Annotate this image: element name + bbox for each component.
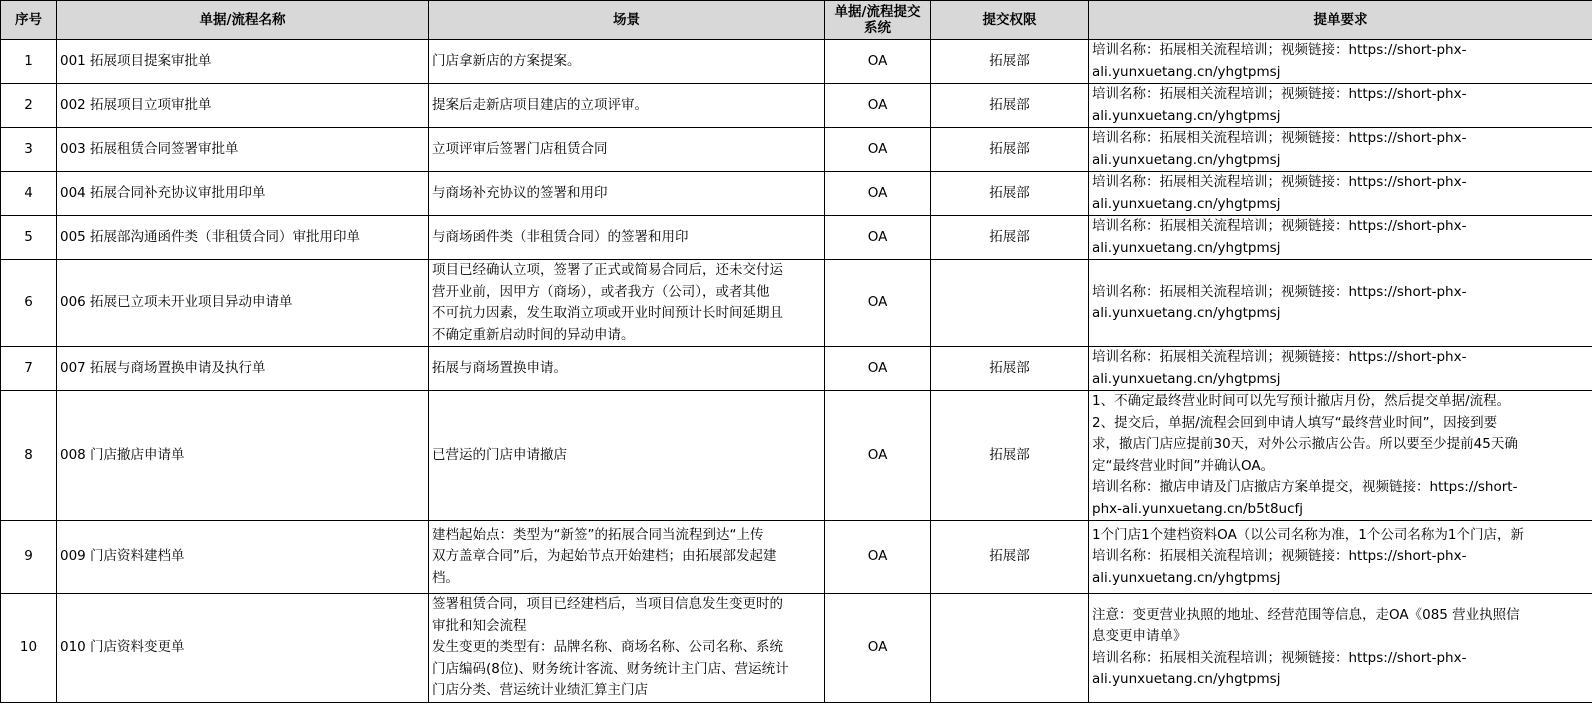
process-name: 009 门店资料建档单: [57, 521, 429, 594]
submit-permission: [931, 260, 1089, 347]
scene-cell-line: 营开业前，因甲方（商场），或者我方（公司），或者其他: [432, 283, 770, 300]
scene-cell-line: 已营运的门店申请撤店: [432, 446, 567, 463]
table-row: [1, 594, 1592, 703]
requirement-cell-line: 培训名称：拓展相关流程培训；视频链接：https://short-phx-: [1092, 349, 1467, 365]
requirement-cell-line: ali.yunxuetang.cn/yhgtpmsj: [1092, 107, 1281, 124]
requirement-cell-line: 注意：变更营业执照的地址、经营范围等信息，走OA《085 营业执照信: [1092, 606, 1520, 623]
requirement-cell-line: 求，撤店门店应提前30天，对外公示撤店公告。所以要至少提前45天确: [1092, 436, 1518, 452]
process-name: 010 门店资料变更单: [57, 594, 429, 703]
process-name: 008 门店撤店申请单: [57, 391, 429, 521]
header-system: 单据/流程提交系统: [825, 1, 931, 40]
requirement-cell: [1089, 594, 1592, 703]
submit-system: OA: [825, 521, 931, 594]
requirement-cell-line: ali.yunxuetang.cn/yhgtpmsj: [1092, 370, 1281, 387]
scene-cell-line: 立项评审后签署门店租赁合同: [432, 140, 608, 157]
table-row: [1, 347, 1592, 391]
scene-cell: [429, 260, 825, 347]
requirement-cell: [1089, 84, 1592, 128]
submit-system: OA: [825, 40, 931, 84]
table-row: [1, 216, 1592, 260]
process-name: 002 拓展项目立项审批单: [57, 84, 429, 128]
requirement-cell-line: ali.yunxuetang.cn/yhgtpmsj: [1092, 239, 1281, 256]
requirement-cell-line: 2、提交后，单据/流程会回到申请人填写“最终营业时间”，因接到要: [1092, 414, 1498, 431]
scene-cell-line: 审批和知会流程: [432, 617, 527, 634]
scene-cell: [429, 84, 825, 128]
requirement-cell-line: 培训名称：拓展相关流程培训；视频链接：https://short-phx-: [1092, 649, 1467, 666]
requirement-cell-line: ali.yunxuetang.cn/yhgtpmsj: [1092, 305, 1281, 321]
scene-cell-line: 提案后走新店项目建店的立项评审。: [432, 96, 648, 113]
requirement-cell-line: ali.yunxuetang.cn/yhgtpmsj: [1092, 151, 1281, 168]
header-scene: 场景: [429, 1, 825, 40]
submit-system: OA: [825, 260, 931, 347]
process-name: 005 拓展部沟通函件类（非租赁合同）审批用印单: [57, 216, 429, 260]
requirement-cell-line: 培训名称：拓展相关流程培训；视频链接：https://short-phx-: [1092, 174, 1467, 190]
scene-cell: [429, 40, 825, 84]
scene-cell-line: 门店拿新店的方案提案。: [432, 52, 581, 69]
submit-system: OA: [825, 172, 931, 216]
requirement-cell-line: 培训名称：拓展相关流程培训；视频链接：https://short-phx-: [1092, 548, 1467, 565]
process-name: 001 拓展项目提案审批单: [57, 40, 429, 84]
submit-system: OA: [825, 216, 931, 260]
header-name: 单据/流程名称: [57, 1, 429, 40]
table-body: [1, 40, 1592, 703]
scene-cell-line: 门店编码(8位)、财务统计客流、财务统计主门店、营运统计: [432, 660, 789, 677]
process-name: 004 拓展合同补充协议审批用印单: [57, 172, 429, 216]
scene-cell: [429, 216, 825, 260]
scene-cell-line: 签署租赁合同，项目已经建档后，当项目信息发生变更时的: [432, 596, 783, 612]
requirement-cell-line: ali.yunxuetang.cn/yhgtpmsj: [1092, 195, 1281, 212]
requirement-cell-line: ali.yunxuetang.cn/yhgtpmsj: [1092, 63, 1281, 80]
scene-cell-line: 与商场函件类（非租赁合同）的签署和用印: [432, 228, 689, 245]
requirement-cell-line: 1个门店1个建档资料OA（以公司名称为准，1个公司名称为1个门店，新: [1092, 526, 1524, 543]
requirement-cell-line: 培训名称：拓展相关流程培训；视频链接：https://short-phx-: [1092, 218, 1467, 234]
scene-cell: [429, 594, 825, 703]
submit-permission: 拓展部: [931, 128, 1089, 172]
requirement-cell-line: 培训名称：拓展相关流程培训；视频链接：https://short-phx-: [1092, 42, 1467, 58]
row-number: 9: [1, 521, 57, 594]
row-number: 3: [1, 128, 57, 172]
row-number: 1: [1, 40, 57, 84]
requirement-cell-line: 定“最终营业时间”并确认OA。: [1092, 457, 1275, 474]
row-number: 4: [1, 172, 57, 216]
submit-permission: 拓展部: [931, 172, 1089, 216]
table-row: [1, 172, 1592, 216]
row-number: 8: [1, 391, 57, 521]
scene-cell-line: 档。: [432, 569, 459, 586]
table-row: [1, 84, 1592, 128]
scene-cell: [429, 172, 825, 216]
scene-cell-line: 不确定重新启动时间的异动申请。: [432, 326, 635, 343]
submit-system: OA: [825, 594, 931, 703]
requirement-cell-line: 培训名称：拓展相关流程培训；视频链接：https://short-phx-: [1092, 283, 1467, 300]
scene-cell-line: 不可抗力因素，发生取消立项或开业时间预计长时间延期且: [432, 305, 783, 321]
header-no: 序号: [1, 1, 57, 40]
row-number: 2: [1, 84, 57, 128]
scene-cell: [429, 521, 825, 594]
submit-permission: 拓展部: [931, 40, 1089, 84]
scene-cell-line: 门店分类、营运统计业绩汇算主门店: [432, 682, 648, 698]
scene-cell-line: 双方盖章合同”后，为起始节点开始建档；由拓展部发起建: [432, 548, 777, 565]
requirement-cell-line: 培训名称：拓展相关流程培训；视频链接：https://short-phx-: [1092, 130, 1467, 146]
submit-system: OA: [825, 84, 931, 128]
row-number: 7: [1, 347, 57, 391]
header-permission: 提交权限: [931, 1, 1089, 40]
scene-cell: [429, 347, 825, 391]
header-requirement: 提单要求: [1089, 1, 1592, 40]
requirement-cell-line: phx-ali.yunxuetang.cn/b5t8ucfj: [1092, 500, 1304, 517]
requirement-cell-line: 培训名称：撤店申请及门店撤店方案单提交，视频链接：https://short-: [1092, 479, 1518, 495]
row-number: 10: [1, 594, 57, 703]
requirement-cell-line: 1、不确定最终营业时间可以先写预计撤店月份，然后提交单据/流程。: [1092, 393, 1511, 409]
requirement-cell: [1089, 172, 1592, 216]
submit-permission: [931, 594, 1089, 703]
requirement-cell: [1089, 391, 1592, 521]
requirement-cell-line: ali.yunxuetang.cn/yhgtpmsj: [1092, 569, 1281, 586]
row-number: 5: [1, 216, 57, 260]
scene-cell-line: 项目已经确认立项，签署了正式或简易合同后，还未交付运: [432, 262, 783, 278]
table-row: [1, 40, 1592, 84]
table-row: [1, 391, 1592, 521]
submit-permission: 拓展部: [931, 84, 1089, 128]
row-number: 6: [1, 260, 57, 347]
table-row: [1, 521, 1592, 594]
scene-cell-line: 与商场补充协议的签署和用印: [432, 184, 608, 201]
submit-permission: 拓展部: [931, 216, 1089, 260]
submit-system: OA: [825, 391, 931, 521]
requirement-cell-line: ali.yunxuetang.cn/yhgtpmsj: [1092, 671, 1281, 688]
scene-cell: [429, 391, 825, 521]
header-row: [1, 1, 1592, 40]
submit-permission: 拓展部: [931, 391, 1089, 521]
requirement-cell-line: 息变更申请单》: [1092, 628, 1187, 645]
scene-cell-line: 建档起始点：类型为“新签”的拓展合同当流程到达“上传: [432, 526, 764, 543]
submit-permission: 拓展部: [931, 521, 1089, 594]
requirement-cell: [1089, 40, 1592, 84]
table-row: [1, 260, 1592, 347]
requirement-cell: [1089, 216, 1592, 260]
requirement-cell: [1089, 128, 1592, 172]
table-row: [1, 128, 1592, 172]
process-name: 007 拓展与商场置换申请及执行单: [57, 347, 429, 391]
submit-permission: 拓展部: [931, 347, 1089, 391]
requirement-cell: [1089, 347, 1592, 391]
scene-cell-line: 发生变更的类型有：品牌名称、商场名称、公司名称、系统: [432, 639, 783, 655]
submit-system: OA: [825, 128, 931, 172]
requirement-cell: [1089, 521, 1592, 594]
scene-cell: [429, 128, 825, 172]
process-name: 006 拓展已立项未开业项目异动申请单: [57, 260, 429, 347]
requirement-cell-line: 培训名称：拓展相关流程培训；视频链接：https://short-phx-: [1092, 86, 1467, 102]
process-name: 003 拓展租赁合同签署审批单: [57, 128, 429, 172]
submit-system: OA: [825, 347, 931, 391]
requirement-cell: [1089, 260, 1592, 347]
scene-cell-line: 拓展与商场置换申请。: [432, 359, 567, 376]
